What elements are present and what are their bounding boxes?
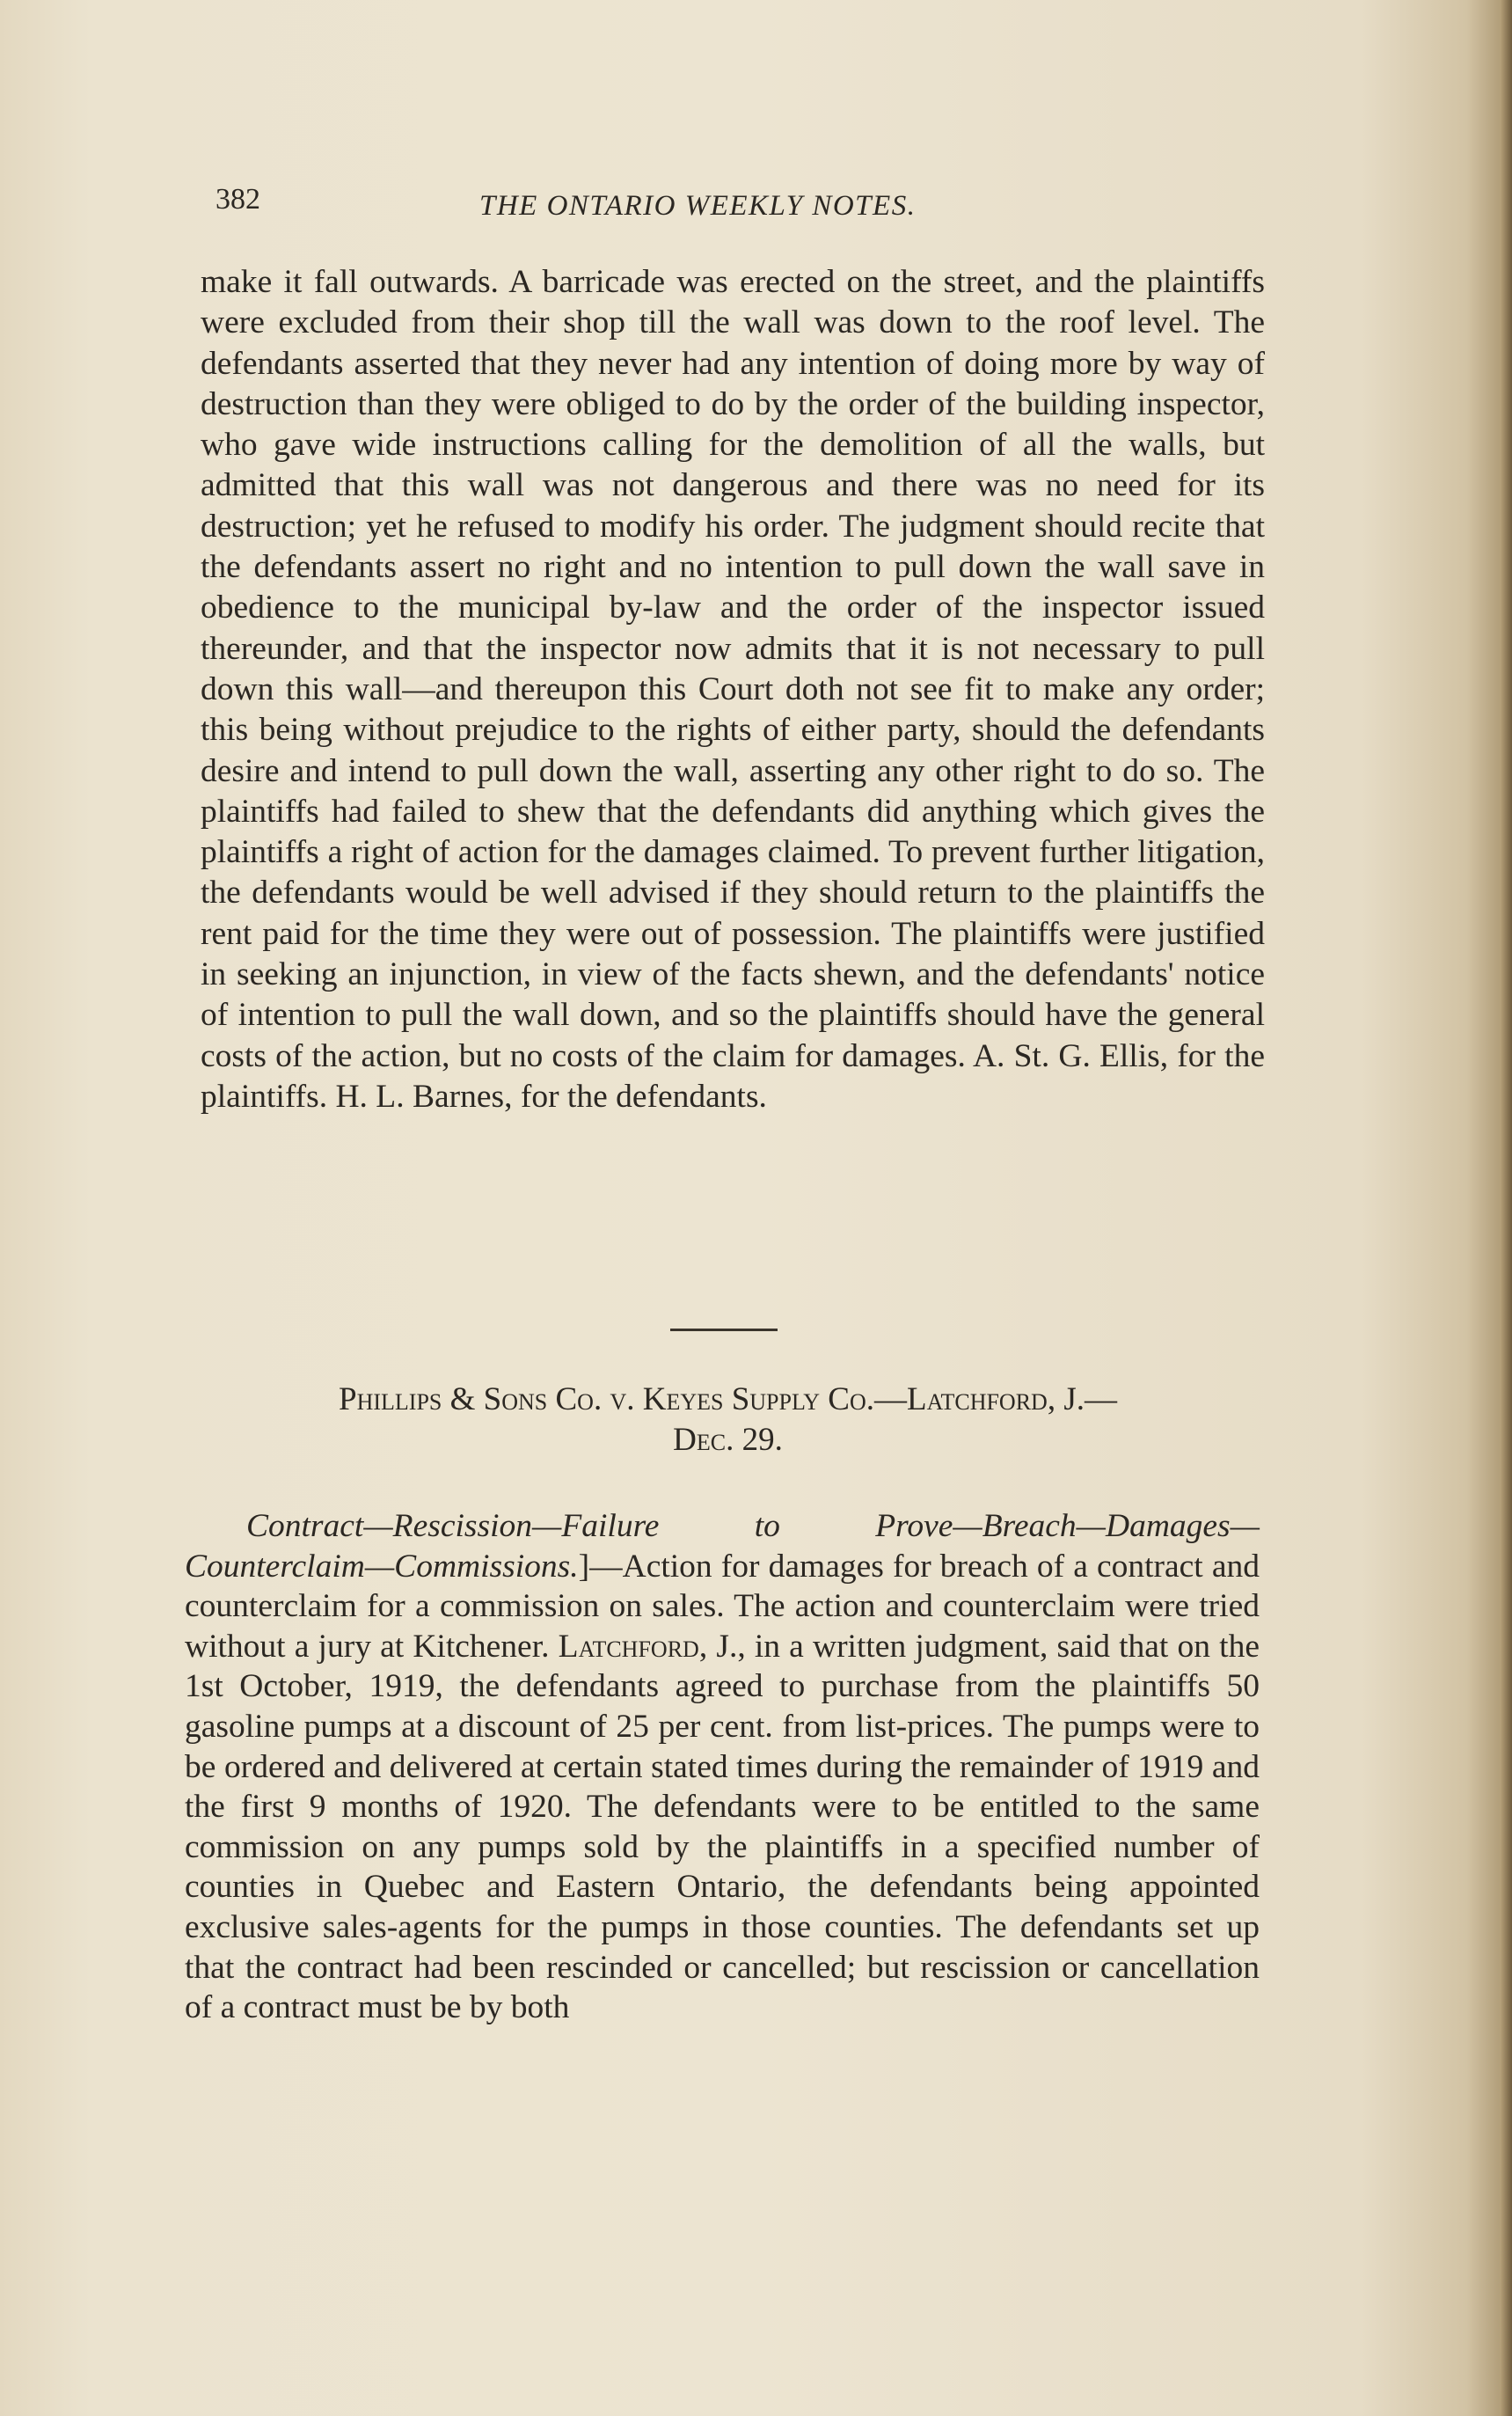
headnote-bracket: ] <box>578 1548 590 1585</box>
case-title-line-1: Phillips & Sons Co. v. Keyes Supply Co.—Latchford, J.— <box>339 1381 1117 1417</box>
case-title <box>189 1380 1267 1461</box>
case-body <box>185 1506 1260 2028</box>
running-head: THE ONTARIO WEEKLY NOTES. <box>479 190 917 222</box>
case-body-start: —Action for damages for breach of a contract and counterclaim for a commission on sales. The action and counterclaim were tried without a jury at Kitchener. <box>185 1548 1260 1665</box>
paragraph-continued: make it fall outwards. A barricade was erected on the street, and the plaintiffs were excluded from their shop till the wall was down to the roof level. The defendants asserted that they never had any intention of doing more by way of destruction than they were obliged to do by the order of the building inspector, who gave wide instructions calling for the demolition of all the walls, but admitted that this wall was not dangerous and there was no need for its destruction; yet he refused to modify his order. The judgment should recite that the defendants assert no right and no intention to pull down the wall save in obedience to the municipal by-law and the order of the inspector issued thereunder, and that the inspector now admits that it is not necessary to pull down this wall—and thereupon this Court doth not see fit to make any order; this being without prejudice to the rights of either party, should the defendants desire and intend to pull down the wall, asserting any other right to do so. The plaintiffs had failed to shew that the defendants did anything which gives the plaintiffs a right of action for the damages claimed. To prevent further litigation, the defendants would be well advised if they should return to the plaintiffs the rent paid for the time they were out of possession. The plaintiffs were justified in seeking an injunction, in view of the facts shewn, and the defendants' notice of intention to pull the wall down, and so the plaintiffs should have the general costs of the action, but no costs of the claim for damages. A. St. G. Ellis, for the plaintiffs. H. L. Barnes, for the defendants. <box>201 264 1265 1115</box>
page-edge <box>1500 0 1512 2416</box>
case-body-rest: , J., in a written judgment, said that on the 1st October, 1919, the defendants agreed to purchase from the plaintiffs 50 gasoline pumps at a discount of 25 per cent. from list-prices. The pumps were to be ordered and delivered at certain stated times during the remainder of 1919 and the first 9 months of 1920. The defendants were to be entitled to the same commission on any pumps sold by the plaintiffs in a specified number of counties in Quebec and Eastern Ontario, the defendants being appointed exclusive sales-agents for the pumps in those counties. The defendants set up that the contract had been rescinded or cancelled; but rescission or cancellation of a contract must be by both <box>185 1628 1260 2026</box>
case-headnote: Contract—Rescission—Failure to Prove—Breach—Damages—Counterclaim—Commissions. <box>185 1508 1260 1585</box>
judge-name: Latchford <box>558 1628 699 1665</box>
page-number: 382 <box>215 183 260 216</box>
page-header <box>215 176 1016 238</box>
case-title-line-2: Dec. 29. <box>673 1422 783 1458</box>
section-divider <box>670 1329 778 1331</box>
